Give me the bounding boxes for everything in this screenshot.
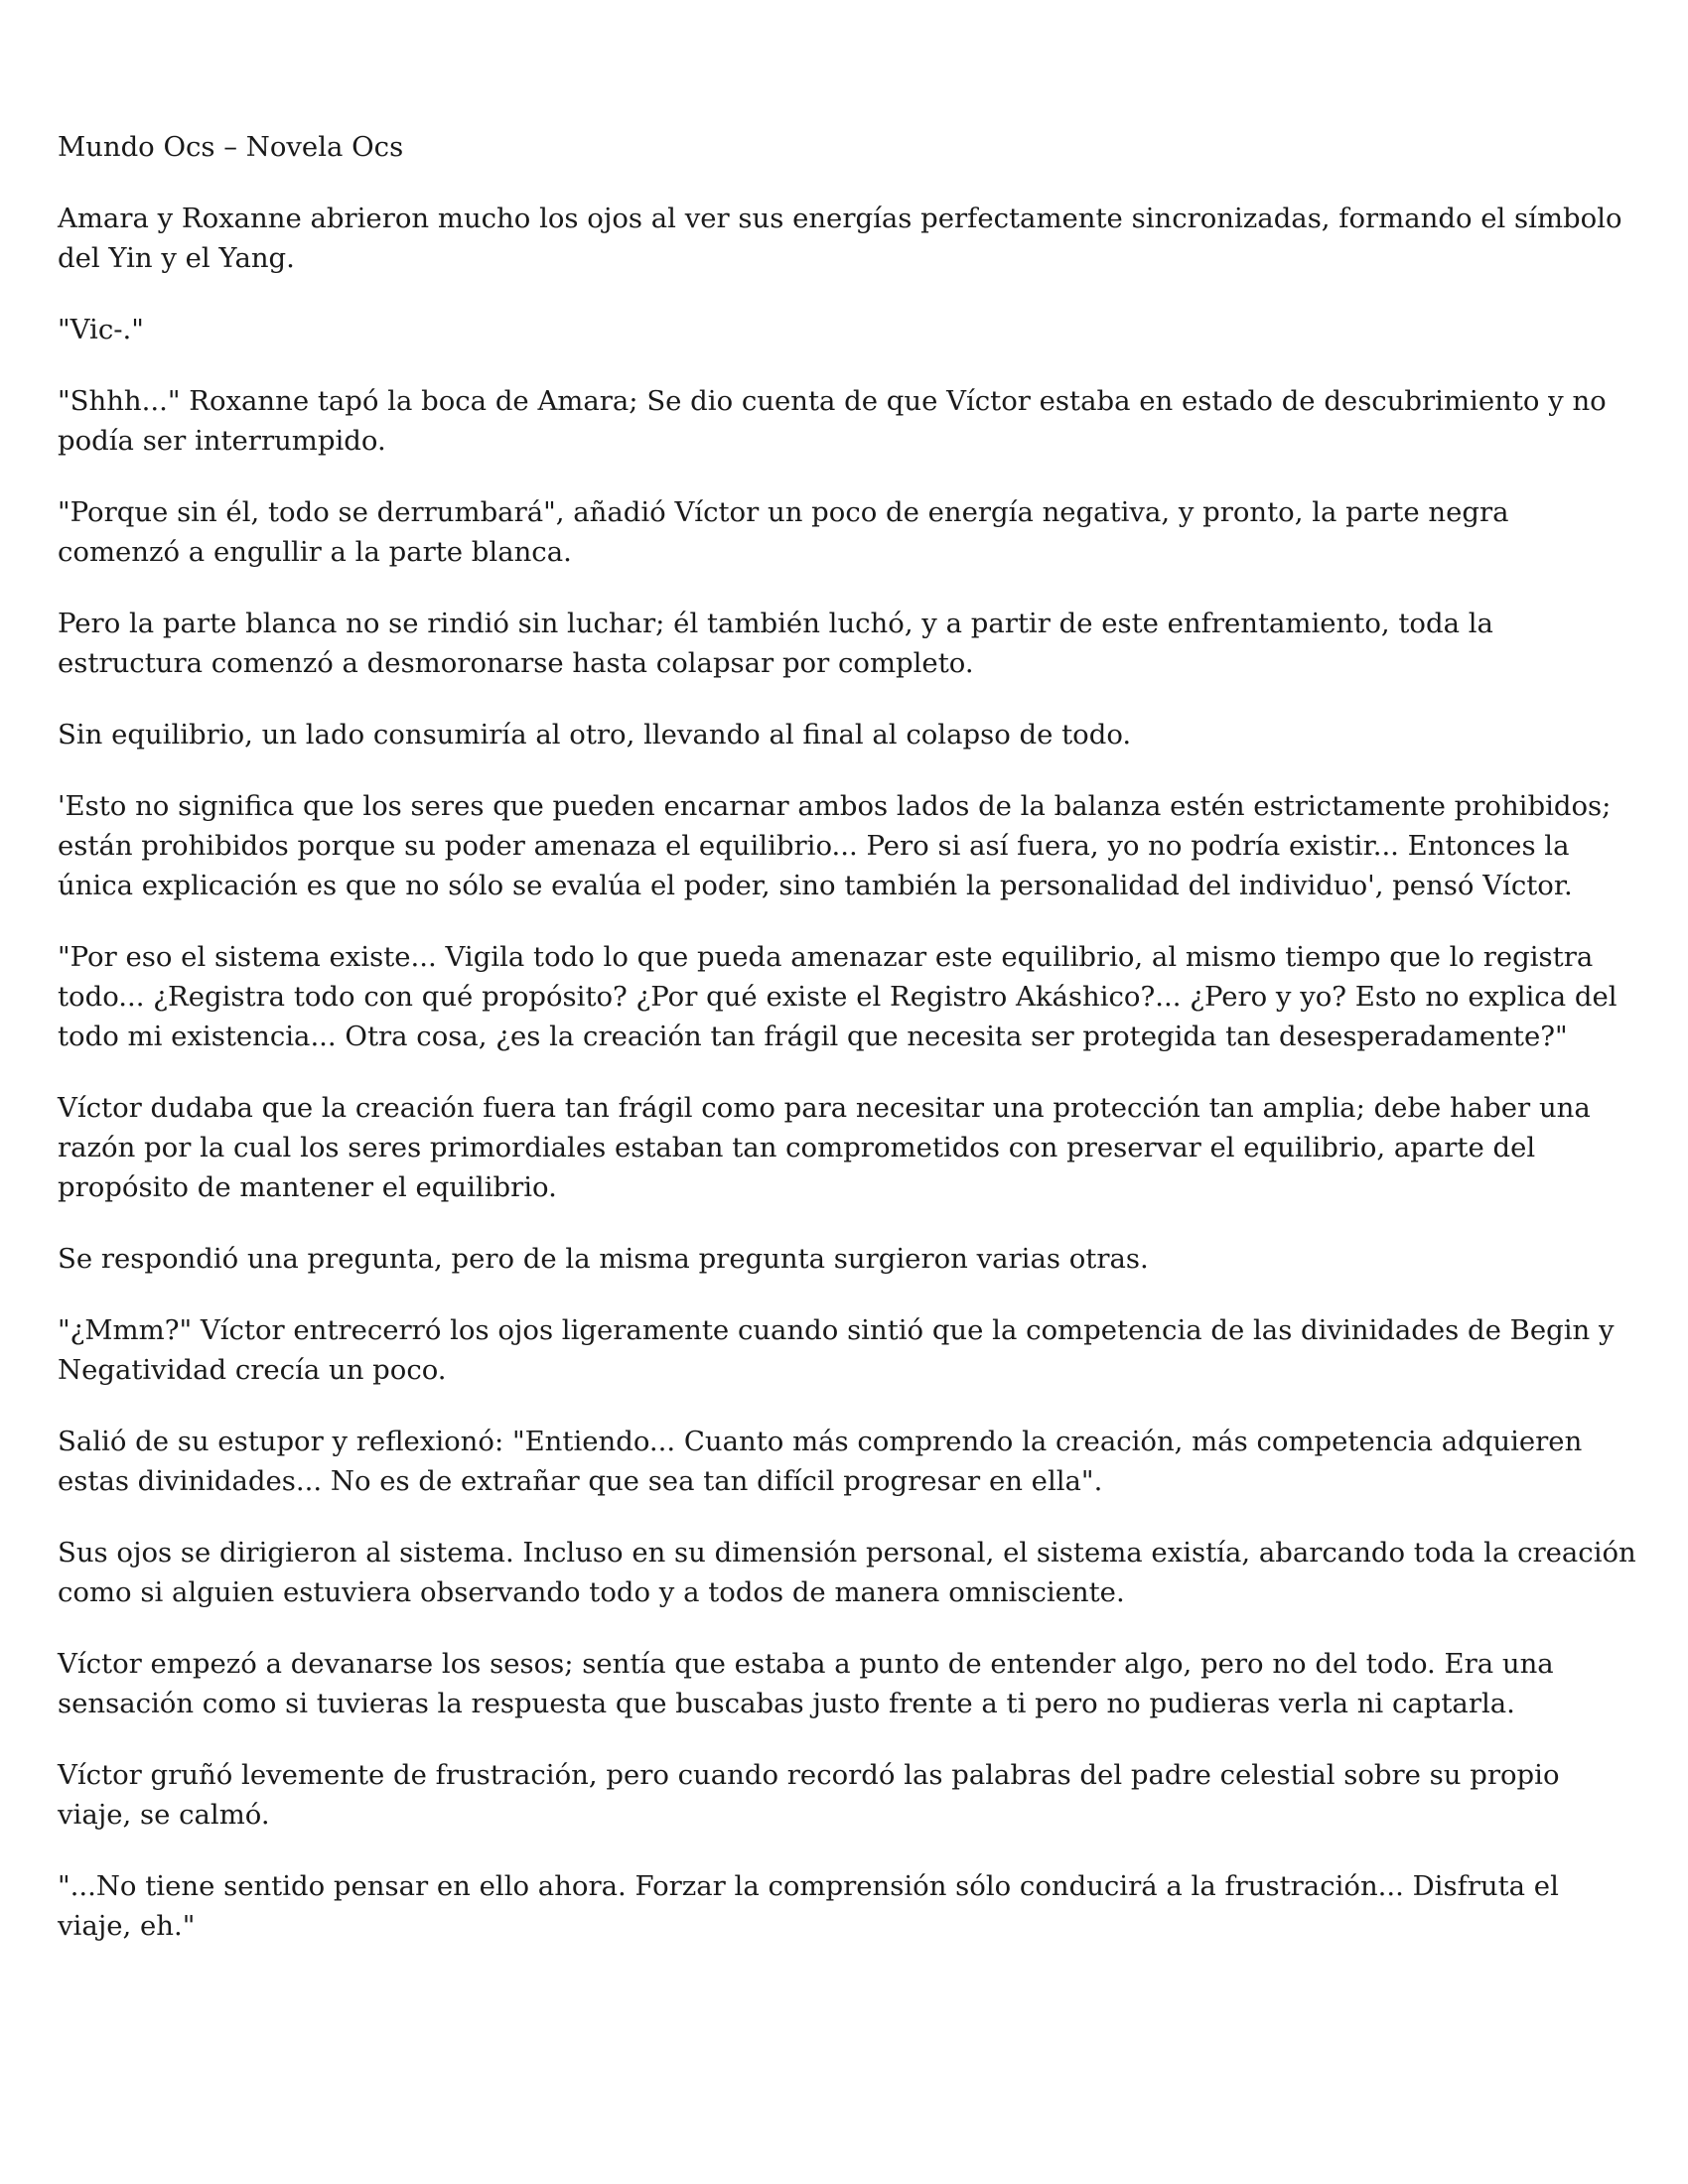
paragraph-16: "...No tiene sentido pensar en ello ahora. Forzar la comprensión sólo conducirá a la frustración... Disfruta el viaje, eh." xyxy=(58,1870,1559,1942)
paragraph-11: "¿Mmm?" Víctor entrecerró los ojos ligeramente cuando sintió que la competencia de las divinidades de Begin y Negatividad crecía un poco. xyxy=(58,1314,1615,1386)
paragraph-9: Víctor dudaba que la creación fuera tan frágil como para necesitar una protección tan amplia; debe haber una razón por la cual los seres primordiales estaban tan comprometidos con preservar el equilibrio, aparte del propósito de mantener el equilibrio. xyxy=(58,1092,1591,1203)
paragraph-7: 'Esto no significa que los seres que pueden encarnar ambos lados de la balanza estén estrictamente prohibidos; están prohibidos porque su poder amenaza el equilibrio... Pero si así fuera, yo no podría existir... Entonces la única explicación es que no sólo se evalúa el poder, sino también la personalidad del individuo', pensó Víctor. xyxy=(58,790,1612,901)
paragraph-10: Se respondió una pregunta, pero de la misma pregunta surgieron varias otras. xyxy=(58,1243,1149,1275)
paragraph-8: "Por eso el sistema existe... Vigila todo lo que pueda amenazar este equilibrio, al mismo tiempo que lo registra todo... ¿Registra todo con qué propósito? ¿Por qué existe el Registro Akáshico?... ¿Pero y yo? Esto no explica del todo mi existencia... Otra cosa, ¿es la creación tan frágil que necesita ser protegida tan desesperadamente?" xyxy=(58,941,1618,1052)
paragraph-12: Salió de su estupor y reflexionó: "Entiendo... Cuanto más comprendo la creación, más competencia adquieren estas divinidades... No es de extrañar que sea tan difícil progresar en ella". xyxy=(58,1426,1583,1497)
paragraph-5: Pero la parte blanca no se rindió sin luchar; él también luchó, y a partir de este enfrentamiento, toda la estructura comenzó a desmoronarse hasta colapsar por completo. xyxy=(58,608,1493,679)
paragraph-3: "Shhh..." Roxanne tapó la boca de Amara; Se dio cuenta de que Víctor estaba en estado de descubrimiento y no podía ser interrumpido. xyxy=(58,385,1607,457)
paragraph-15: Víctor gruñó levemente de frustración, pero cuando recordó las palabras del padre celestial sobre su propio viaje, se calmó. xyxy=(58,1759,1560,1831)
paragraph-13: Sus ojos se dirigieron al sistema. Incluso en su dimensión personal, el sistema existía, abarcando toda la creación como si alguien estuviera observando todo y a todos de manera omnisciente. xyxy=(58,1537,1636,1608)
paragraph-4: "Porque sin él, todo se derrumbará", añadió Víctor un poco de energía negativa, y pronto, la parte negra comenzó a engullir a la parte blanca. xyxy=(58,496,1509,568)
document-header: Mundo Ocs – Novela Ocs xyxy=(58,131,404,163)
document-page xyxy=(58,127,1636,1978)
paragraph-1: Amara y Roxanne abrieron mucho los ojos al ver sus energías perfectamente sincronizadas, formando el símbolo del Yin y el Yang. xyxy=(58,203,1622,274)
paragraph-6: Sin equilibrio, un lado consumiría al otro, llevando al final al colapso de todo. xyxy=(58,719,1132,751)
paragraph-2: "Vic-." xyxy=(58,314,144,345)
paragraph-14: Víctor empezó a devanarse los sesos; sentía que estaba a punto de entender algo, pero no del todo. Era una sensación como si tuvieras la respuesta que buscabas justo frente a ti pero no pudieras verla ni captarla. xyxy=(58,1648,1554,1719)
